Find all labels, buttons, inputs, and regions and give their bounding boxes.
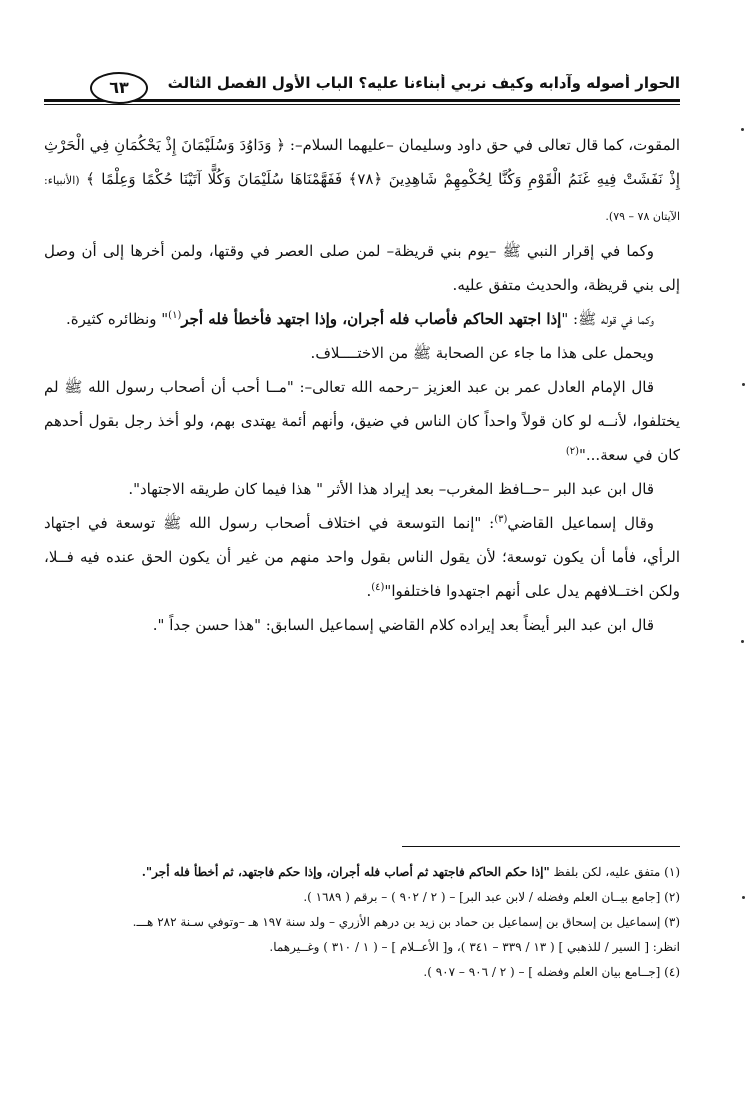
verse-reference: (الأنبياء: الآيتان ٧٨ – ٧٩). [44, 174, 680, 223]
header-title: الحوار أصوله وآدابه وكيف نربي أبناءنا عليه؟ الباب الأول الفصل الثالث [167, 74, 680, 92]
footnote-number: (١) [664, 865, 680, 879]
running-header [44, 66, 680, 110]
p3-tail: " ونظائره كثيرة. [66, 310, 169, 328]
page-number: ٦٣ [90, 72, 148, 104]
scan-speck [742, 383, 745, 386]
footnote-3-continued [44, 935, 680, 960]
paragraph-5 [44, 370, 680, 472]
footnote-number: (٢) [664, 890, 680, 904]
footnote-number: (٣) [664, 915, 680, 929]
footnote-3 [44, 910, 680, 935]
paragraph-1 [44, 128, 680, 234]
footnote-2 [44, 885, 680, 910]
hadith-text: إذا اجتهد الحاكم فأصاب فله أجران، وإذا اجتهد فأخطأ فله أجر [181, 310, 562, 328]
scan-speck [741, 128, 744, 131]
footnote-separator [402, 846, 680, 847]
p5-text: قال الإمام العادل عمر بن عبد العزيز –رحمه الله تعالى–: "مــا أحب أن أصحاب رسول الله ﷺ لم يختلفوا، لأنــه لو كان قولاً واحداً كان الناس في ضيق، وأنهم أئمة يهتدى بهم، ولو أخذ رجل بقول أحدهم كان في سعة..." [44, 378, 680, 464]
p3-lead: وكما في قوله ﷺ: " [561, 310, 654, 328]
footnote-number: (٤) [664, 965, 680, 979]
footnotes [44, 860, 680, 985]
footnote-marker-2: (٢) [565, 446, 579, 457]
footnote-4 [44, 960, 680, 985]
footnote-text: إسماعيل بن إسحاق بن إسماعيل بن حماد بن زيد بن درهم الأزري – ولد سنة ١٩٧ هـ –وتوفي سـنة ٢٨٢ هـــ. [132, 915, 661, 929]
footnote-marker-4: (٤) [371, 582, 385, 593]
paragraph-2: وكما في إقرار النبي ﷺ –يوم بني قريظة– لمن صلى العصر في وقتها، ولمن أخرها إلى أن وصل إلى بني قريظة، والحديث متفق عليه. [44, 242, 680, 294]
scan-speck [741, 640, 744, 643]
main-text [44, 128, 680, 642]
scan-speck [742, 896, 745, 899]
footnote-text: متفق عليه، لكن بلفظ [549, 865, 661, 879]
footnote-text: [جــامع بيان العلم وفضله ] – ( ٢ / ٩٠٦ – ٩٠٧ ). [423, 965, 661, 979]
footnote-bold-text: "إذا حكم الحاكم فاجتهد ثم أصاب فله أجران، وإذا حكم فاجتهد، ثم أخطأ فله أجر". [141, 865, 550, 879]
paragraph-8: قال ابن عبد البر أيضاً بعد إيراده كلام القاضي إسماعيل السابق: "هذا حسن جداً ". [152, 616, 654, 634]
p7-end: . [366, 582, 372, 600]
footnote-text: [جامع بيــان العلم وفضله / لابن عبد البر] – ( ٢ / ٩٠٢ ) – برقم ( ١٦٨٩ ). [303, 890, 661, 904]
footnote-1 [44, 860, 680, 885]
footnote-text: انظر: [ السير / للذهبي ] ( ١٣ / ٣٣٩ – ٣٤١ )، و[ الأعــلام ] – ( ١ / ٣١٠ ) وغــيرهما. [269, 940, 680, 954]
paragraph-7 [44, 506, 680, 608]
footnote-marker-1: (١) [168, 310, 182, 321]
paragraph-6: قال ابن عبد البر –حــافظ المغرب– بعد إيراد هذا الأثر " هذا فيما كان طريقه الاجتهاد". [128, 480, 654, 498]
paragraph-3 [44, 302, 680, 336]
header-rule-thick [44, 99, 680, 102]
footnote-marker-3: (٣) [494, 514, 508, 525]
p7-text: : "إنما التوسعة في اختلاف أصحاب رسول الله ﷺ توسعة في اجتهاد الرأي، فأما أن يكون توسعة؛ لأن يقول الناس بقول واحد منهم من غير أن يكون الحق عنده فيه فــلا، ولكن اختــلافهم يدل على أنهم اجتهدوا فاختلفوا" [44, 514, 680, 600]
quran-verse: المقوت، كما قال تعالى في حق داود وسليمان –عليهما السلام–: ﴿ وَدَاوُدَ وَسُلَيْمَانَ إِذْ يَحْكُمَانِ فِي الْحَرْثِ إِذْ نَفَشَتْ فِيهِ غَنَمُ الْقَوْمِ وَكُنَّا لِحُكْمِهِمْ شَاهِدِينَ ﴿٧٨﴾ فَفَهَّمْنَاهَا سُلَيْمَانَ وَكُلًّا آتَيْنَا حُكْمًا وَعِلْمًا ﴾ [44, 136, 680, 188]
p7-lead: وقال إسماعيل القاضي [507, 514, 654, 532]
header-rule-thin [44, 104, 680, 105]
paragraph-4: ويحمل على هذا ما جاء عن الصحابة ﷺ من الاختــــلاف. [310, 344, 654, 362]
